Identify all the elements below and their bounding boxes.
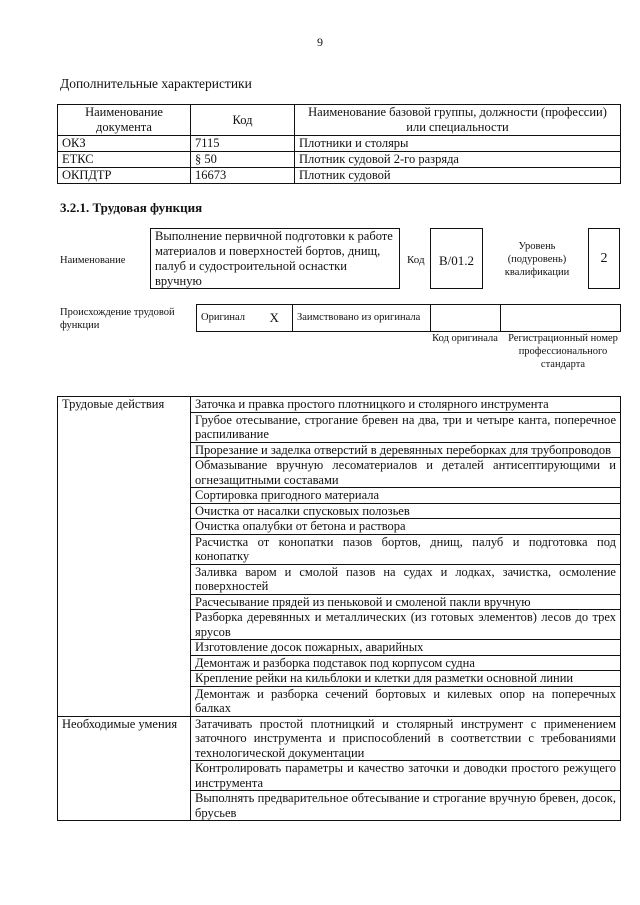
doc-cell: ЕТКС: [58, 152, 191, 168]
code-cell: 7115: [191, 136, 295, 152]
detail-item: Разборка деревянных и металлических (из готовых элементов) лесов до трех ярусов: [191, 610, 621, 640]
reg-number-cell: [501, 305, 621, 332]
function-details-table: [57, 396, 621, 821]
original-mark: X: [257, 305, 293, 332]
detail-item: Обмазывание вручную лесоматериалов и деталей антисептирующими и огнезащитными составами: [191, 458, 621, 488]
detail-item: Крепление рейки на кильблоки и клетки для разметки основной линии: [191, 671, 621, 687]
origin-table: [196, 304, 621, 332]
detail-item: Демонтаж и разборка сечений бортовых и килевых опор на поперечных балках: [191, 686, 621, 716]
detail-item: Сортировка пригодного материала: [191, 488, 621, 504]
category-cell: Необходимые умения: [58, 716, 191, 821]
page-number: 9: [317, 35, 323, 49]
section-title: Дополнительные характеристики: [60, 76, 252, 91]
table-row: [58, 397, 621, 413]
borrowed-label: Заимствовано из оригинала: [293, 305, 431, 332]
function-code-box: B/01.2: [430, 228, 483, 289]
details-body: [58, 397, 621, 821]
code-cell: 16673: [191, 168, 295, 184]
detail-item: Демонтаж и разборка подставок под корпусом судна: [191, 655, 621, 671]
table-row: [58, 716, 621, 761]
original-code-caption: Код оригинала: [432, 333, 498, 344]
table-row: [58, 136, 621, 152]
original-code-cell: [431, 305, 501, 332]
level-label: Уровень (подуровень) квалификации: [504, 241, 570, 278]
doc-cell: ОКЗ: [58, 136, 191, 152]
table-row: [58, 152, 621, 168]
header-code: Код: [191, 105, 295, 136]
level-box: 2: [588, 228, 620, 289]
detail-item: Заточка и правка простого плотницкого и столярного инструмента: [191, 397, 621, 413]
group-cell: Плотник судовой 2-го разряда: [295, 152, 621, 168]
classifier-header-row: [58, 105, 621, 136]
function-heading: 3.2.1. Трудовая функция: [60, 200, 203, 215]
origin-label: Происхождение трудовой функции: [60, 307, 175, 331]
detail-item: Очистка от насалки спусковых полозьев: [191, 503, 621, 519]
name-label: Наименование: [60, 255, 126, 266]
header-group-name: Наименование базовой группы, должности (профессии) или специальности: [295, 105, 621, 136]
detail-item: Расчистка от конопатки пазов бортов, днищ, палуб и подготовка под конопатку: [191, 534, 621, 564]
code-cell: § 50: [191, 152, 295, 168]
detail-item: Прорезание и заделка отверстий в деревянных переборках для трубопроводов: [191, 442, 621, 458]
doc-cell: ОКПДТР: [58, 168, 191, 184]
code-label: Код: [407, 254, 425, 266]
classifier-table: [57, 104, 621, 184]
detail-item: Изготовление досок пожарных, аварийных: [191, 640, 621, 656]
header-doc-name: Наименование документа: [58, 105, 191, 136]
reg-number-caption: Регистрационный номер профессионального стандарта: [508, 333, 618, 370]
category-cell: Трудовые действия: [58, 397, 191, 717]
detail-item: Заливка варом и смолой пазов на судах и лодках, зачистка, осмоление поверхностей: [191, 564, 621, 594]
group-cell: Плотник судовой: [295, 168, 621, 184]
detail-item: Очистка опалубки от бетона и раствора: [191, 519, 621, 535]
detail-item: Контролировать параметры и качество заточки и доводки простого режущего инструмента: [191, 761, 621, 791]
origin-row: [197, 305, 621, 332]
detail-item: Выполнять предварительное обтесывание и строгание вручную бревен, досок, брусьев: [191, 791, 621, 821]
original-label: Оригинал: [197, 305, 257, 332]
detail-item: Расчесывание прядей из пеньковой и смоленой пакли вручную: [191, 594, 621, 610]
group-cell: Плотники и столяры: [295, 136, 621, 152]
table-row: [58, 168, 621, 184]
detail-item: Затачивать простой плотницкий и столярный инструмент с применением заточного инструмента и приспособлений в соответствии с требованиями технологической документации: [191, 716, 621, 761]
detail-item: Грубое отесывание, строгание бревен на два, три и четыре канта, поперечное распиливание: [191, 412, 621, 442]
function-name-box: Выполнение первичной подготовки к работе материалов и поверхностей бортов, днищ, палуб и судостроительной оснастки вручную: [150, 228, 400, 289]
